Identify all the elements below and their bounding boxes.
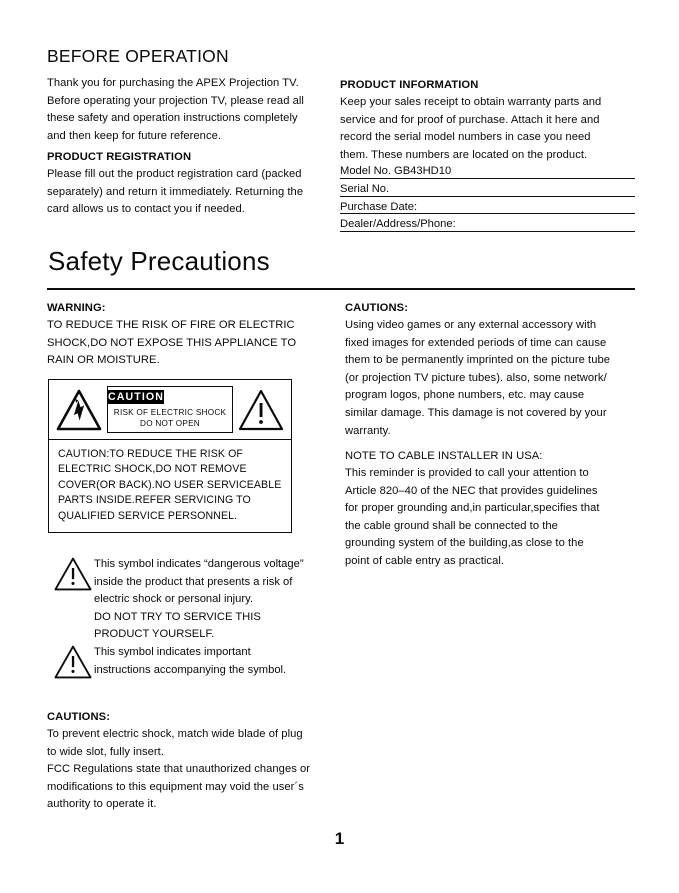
caution-body-line: ELECTRIC SHOCK,DO NOT REMOVE xyxy=(58,463,247,476)
caution-body-line: QUALIFIED SERVICE PERSONNEL. xyxy=(58,509,238,522)
warning-line: SHOCK,DO NOT EXPOSE THIS APPLIANCE TO xyxy=(47,336,297,349)
page-number: 1 xyxy=(334,829,345,848)
intro-line: and then keep for future reference. xyxy=(47,129,222,142)
product-information-line: service and for proof of purchase. Attach it here and xyxy=(340,113,600,126)
cautions-right-line: similar damage. This damage is not covered by your xyxy=(345,406,607,419)
exclamation-triangle-icon xyxy=(238,389,284,431)
cautions-right-line: (or projection TV picture tubes). also, some network/ xyxy=(345,371,607,384)
registration-line: Please fill out the product registration card (packed xyxy=(47,168,302,180)
cable-installer-note-text xyxy=(345,465,637,571)
product-registration-heading: PRODUCT REGISTRATION xyxy=(47,151,192,163)
symbol-legend xyxy=(47,556,337,680)
cautions-bottom-line: to wide slot, fully insert. xyxy=(47,745,164,758)
cautions-bottom-line: To prevent electric shock, match wide blade of plug xyxy=(47,728,303,740)
registration-line: separately) and return it immediately. Returning the xyxy=(47,185,304,198)
legend-text xyxy=(94,556,337,644)
cautions-right-line: them to be permanently imprinted on the picture tube xyxy=(345,354,611,367)
field-rule xyxy=(340,196,635,197)
caution-label-line1: RISK OF ELECTRIC SHOCK xyxy=(113,408,227,417)
field-value[interactable] xyxy=(419,201,423,213)
warning-line: TO REDUCE THE RISK OF FIRE OR ELECTRIC xyxy=(47,319,295,331)
caution-box-body xyxy=(49,440,291,532)
caution-label xyxy=(107,386,233,433)
cautions-right-line: fixed images for extended periods of time can cause xyxy=(345,336,607,349)
field-label: Model No. xyxy=(340,165,391,177)
section-divider-rule xyxy=(47,288,635,290)
cautions-bottom-text xyxy=(47,726,339,814)
cautions-bottom-heading: CAUTIONS: xyxy=(47,711,111,723)
cautions-right-text xyxy=(345,317,635,440)
product-information-heading: PRODUCT INFORMATION xyxy=(340,79,479,91)
cautions-right-line: warranty. xyxy=(345,424,391,437)
field-model-no[interactable] xyxy=(340,163,635,181)
legend-row-dangerous-voltage xyxy=(47,556,337,644)
exclamation-triangle-icon xyxy=(52,644,94,680)
product-information-fields xyxy=(340,163,635,234)
caution-box-header-row xyxy=(49,380,291,440)
electric-shock-caution-box xyxy=(48,379,292,533)
legend-line: This symbol indicates “dangerous voltage” xyxy=(94,558,304,570)
cable-installer-note-heading: NOTE TO CABLE INSTALLER IN USA: xyxy=(345,450,543,462)
caution-label-line2: DO NOT OPEN xyxy=(140,419,200,428)
note-line: grounding system of the building,as close to the xyxy=(345,537,584,550)
note-line: point of cable entry as practical. xyxy=(345,554,505,567)
field-rule xyxy=(340,231,635,232)
product-information-line: Keep your sales receipt to obtain warranty parts and xyxy=(340,96,602,108)
product-information-text xyxy=(340,94,635,164)
caution-body-line: COVER(OR BACK).NO USER SERVICEABLE xyxy=(58,478,282,491)
field-serial-no[interactable] xyxy=(340,181,635,199)
product-registration-text xyxy=(47,166,333,219)
registration-line: card allows us to contact you if needed. xyxy=(47,203,245,216)
warning-line: RAIN OR MOISTURE. xyxy=(47,354,160,367)
field-value[interactable] xyxy=(391,183,395,195)
legend-line: This symbol indicates important xyxy=(94,645,251,658)
exclamation-triangle-icon xyxy=(52,556,94,592)
field-rule xyxy=(340,178,635,179)
cautions-bottom-line: modifications to this equipment may void the user´s xyxy=(47,780,304,793)
note-line: the cable ground shall be connected to the xyxy=(345,519,558,532)
legend-text xyxy=(94,644,337,679)
field-value[interactable] xyxy=(458,218,462,230)
field-value[interactable]: GB43HD10 xyxy=(393,165,454,177)
field-purchase-date[interactable] xyxy=(340,199,635,217)
safety-precautions-title: Safety Precautions xyxy=(48,246,270,276)
legend-line: DO NOT TRY TO SERVICE THIS xyxy=(94,610,261,623)
note-line: Article 820–40 of the NEC that provides guidelines xyxy=(345,484,598,497)
before-operation-intro xyxy=(47,75,330,145)
legend-line: instructions accompanying the symbol. xyxy=(94,663,287,676)
cautions-right-line: program logos, phone numbers, etc. may cause xyxy=(345,389,585,402)
product-information-line: record the serial model numbers in case you need xyxy=(340,131,591,144)
field-label: Dealer/Address/Phone: xyxy=(340,218,456,231)
note-line: for proper grounding and,in particular,specifies that xyxy=(345,502,600,515)
field-dealer-address-phone[interactable] xyxy=(340,216,635,234)
cautions-bottom-line: FCC Regulations state that unauthorized changes or xyxy=(47,763,311,776)
caution-label-title: CAUTION xyxy=(108,391,164,403)
legend-row-important-instructions xyxy=(47,644,337,680)
legend-line: inside the product that presents a risk of xyxy=(94,575,293,588)
field-label: Serial No. xyxy=(340,182,390,195)
legend-line: electric shock or personal injury. xyxy=(94,593,253,606)
before-operation-title: BEFORE OPERATION xyxy=(47,46,229,66)
note-line: This reminder is provided to call your attention to xyxy=(345,467,589,479)
intro-line: these safety and operation instructions completely xyxy=(47,112,298,125)
intro-line: Before operating your projection TV, please read all xyxy=(47,94,304,107)
field-rule xyxy=(340,213,635,214)
lightning-bolt-triangle-icon xyxy=(56,389,102,431)
cautions-right-line: Using video games or any external accessory with xyxy=(345,319,597,331)
warning-heading: WARNING: xyxy=(47,302,106,314)
cautions-bottom-line: authority to operate it. xyxy=(47,798,157,811)
caution-body-line: PARTS INSIDE.REFER SERVICING TO xyxy=(58,494,251,507)
cautions-right-heading: CAUTIONS: xyxy=(345,302,409,314)
field-label: Purchase Date: xyxy=(340,200,418,213)
product-information-line: them. These numbers are located on the product. xyxy=(340,148,588,161)
caution-body-line: CAUTION:TO REDUCE THE RISK OF xyxy=(58,448,243,460)
legend-line: PRODUCT YOURSELF. xyxy=(94,628,215,641)
intro-line: Thank you for purchasing the APEX Projection TV. xyxy=(47,77,299,89)
warning-text xyxy=(47,317,337,370)
